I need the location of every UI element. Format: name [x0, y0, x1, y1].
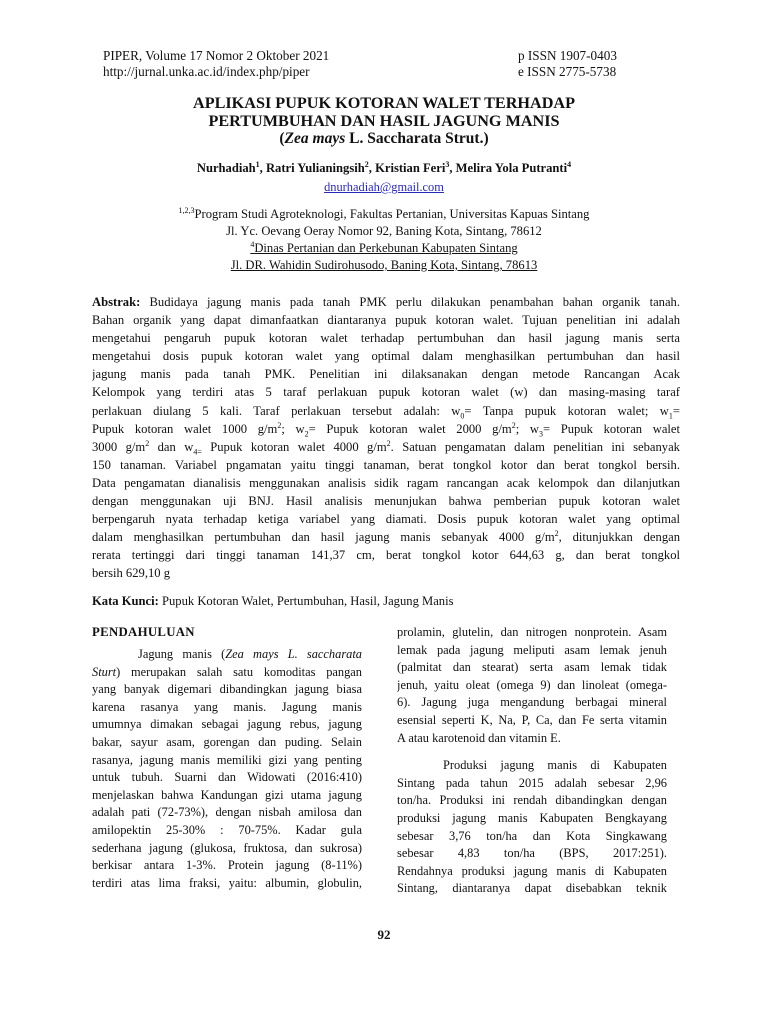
abstract-text: dalam menghasilkan pertumbuhan dan hasil jagung manis sebanyak 4000 g/m: [92, 530, 555, 545]
affiliation-1-text: Program Studi Agroteknologi, Fakultas Pertanian, Universitas Kapuas Sintang: [194, 207, 590, 221]
abstract-text: , ditunjukkan dengan: [558, 530, 680, 545]
affiliation-2-marker: 4: [250, 239, 255, 249]
abstract-text: = Pupuk kotoran walet: [543, 421, 680, 436]
affiliation-1: [60, 206, 708, 223]
author-1: Nurhadiah: [196, 161, 256, 175]
title-line-2: PERTUMBUHAN DAN HASIL JAGUNG MANIS: [208, 112, 560, 130]
species-italic: Zea mays L. saccharata: [225, 647, 362, 661]
abstract-line: mengetahui pengaruh pupuk kotoran walet terhadap pertumbuhan dan hasil jagung manis serta: [92, 331, 680, 346]
subscript: 3: [539, 429, 543, 438]
journal-citation: PIPER, Volume 17 Nomor 2 Oktober 2021: [103, 48, 330, 63]
author-2-affil: 2: [364, 159, 369, 169]
abstract-text: perlakuan diulang 5 kali. Taraf perlakuan tersebut adalah: w: [92, 403, 461, 418]
body-line: ton/ha. Produksi ini rendah dibandingkan dengan: [397, 793, 667, 808]
keywords-label: Kata Kunci:: [92, 594, 159, 608]
abstract-text: = Pupuk kotoran walet 2000 g/m: [308, 421, 512, 436]
superscript: 2: [511, 420, 516, 430]
section-heading: PENDAHULUAN: [92, 625, 195, 639]
corresponding-email: [60, 180, 708, 195]
abstract-line: Data pengamatan dianalisis menggunakan analisis sidik ragam rancangan acak kelompok dan dilanjutkan: [92, 475, 680, 490]
abstract: [92, 293, 680, 583]
subscript: 0: [460, 411, 465, 420]
body-line: prolamin, glutelin, dan nitrogen nonprotein. Asam: [397, 625, 667, 639]
keywords: [92, 594, 454, 609]
abstract-line: rerata tertinggi dari tinggi tanaman 141,37 cm, berat tongkol kotor 644,63 g, dan berat tongkol: [92, 548, 680, 563]
affiliations: [60, 206, 708, 274]
affiliation-1-address: Jl. Yc. Oevang Oeray Nomor 92, Baning Kota, Sintang, 78612: [226, 224, 542, 238]
abstract-line: 150 tanaman. Variabel pngamatan yaitu tinggi tanaman, berat tongkol kotor dan berat tongkol bersih.: [92, 457, 680, 472]
abstract-line: mengetahui dosis pupuk kotoran walet yang optimal dalam menghasilkan pertumbuhan dan hasil: [92, 349, 680, 364]
author-3-affil: 3: [445, 159, 450, 169]
title-line-3: [60, 130, 708, 148]
page-number: 92: [377, 927, 391, 942]
body-line: sebesar 4,83 ton/ha (BPS, 2017:251).: [397, 846, 667, 861]
journal-url[interactable]: http://jurnal.unka.ac.id/index.php/piper: [103, 64, 310, 79]
abstract-text: =: [672, 403, 680, 418]
abstract-text: ; w: [281, 421, 305, 436]
affiliation-2-address: Jl. DR. Wahidin Sudirohusodo, Baning Kota, Sintang, 78613: [230, 258, 538, 272]
abstract-line: berpengaruh nyata terhadap ketiga variabel yang diamati. Dosis pupuk kotoran walet yang optimal: [92, 512, 680, 527]
title-line-1: APLIKASI PUPUK KOTORAN WALET TERHADAP: [193, 94, 575, 112]
body-line: sederhana jagung (glukosa, fruktosa, dan sukrosa): [92, 840, 362, 855]
body-line: karena rasanya yang manis. Jagung manis: [92, 699, 362, 714]
body-line: lemak pada jagung meliputi asam lemak jenuh: [397, 642, 667, 657]
body-line: umumnya dimakan sebagai jagung rebus, jagung: [92, 717, 362, 732]
running-header-left: [103, 48, 329, 80]
body-line: adalah pati (72-73%), dengan nisbah amilosa dan: [92, 805, 362, 820]
abstract-line: [92, 420, 680, 438]
abstract-line: Bahan organik yang dapat dimanfaatkan diantaranya pupuk kotoran walet. Tujuan penelitian ini adalah: [92, 313, 680, 328]
abstract-line: bersih 629,10 g: [92, 566, 171, 581]
paper-title: [60, 94, 708, 148]
superscript: 2: [277, 420, 282, 430]
superscript: 2: [554, 529, 559, 539]
body-line: [92, 664, 362, 682]
abstract-line: Kelompok yang terdiri atas 5 taraf perlakuan pupuk kotoran walet (w) dan masing-masing taraf: [92, 385, 680, 400]
abstract-text: = Tanpa pupuk kotoran walet; w: [464, 403, 669, 418]
title-paren: (: [279, 130, 285, 147]
body-line: amilopektin 25-30% : 70-75%. Kadar gula: [92, 822, 362, 837]
body-line: Sintang pada tahun 2015 adalah sebesar 2,96: [397, 775, 667, 790]
body-line: esensial seperti K, Na, P, Ca, dan Fe serta vitamin: [397, 712, 667, 727]
affiliation-2-text: Dinas Pertanian dan Perkebunan Kabupaten Sintang: [254, 241, 518, 255]
author-3: , Kristian Feri: [368, 161, 446, 175]
author-2: , Ratri Yulianingsih: [259, 161, 365, 175]
body-line: Sintang, diantaranya dapat disebabkan teknik: [397, 881, 667, 896]
abstract-line: [92, 438, 680, 456]
abstract-line: [92, 293, 680, 311]
subscript: 2: [304, 429, 309, 438]
abstract-text: 3000 g/m: [92, 439, 146, 454]
body-line: A atau karotenoid dan vitamin E.: [397, 730, 561, 745]
species-name: Zea mays: [284, 130, 346, 147]
body-line: menjelaskan bahwa Kandungan gizi utama jagung: [92, 787, 362, 802]
author-4-affil: 4: [567, 159, 572, 169]
email-link[interactable]: dnurhadiah@gmail.com: [324, 180, 444, 194]
body-line: (palmitat dan stearat) serta asam lemak tidak: [397, 660, 667, 675]
abstract-text: Pupuk kotoran walet 1000 g/m: [92, 421, 278, 436]
body-line: produksi jagung manis Kabupaten Bengkayang: [397, 810, 667, 825]
electronic-issn: e ISSN 2775-5738: [518, 64, 617, 79]
subscript: 4=: [193, 447, 202, 456]
paragraph-gap: [397, 747, 667, 757]
right-column: [397, 624, 667, 898]
abstract-text: Pupuk kotoran walet 4000 g/m: [201, 439, 387, 454]
superscript: 2: [386, 438, 391, 448]
body-line: untuk tubuh. Suarni dan Widowati (2016:410): [92, 770, 362, 785]
abstract-text: Budidaya jagung manis pada tanah PMK perlu dilakukan penambahan bahan organik tanah.: [140, 295, 680, 309]
author-1-affil: 1: [255, 159, 260, 169]
subscript: 1: [668, 411, 673, 420]
body-line: jenuh, yaitu oleat (omega 9) dan linoleat (omega-: [397, 677, 667, 692]
body-line: yang banyak digemari dibandingkan jagung biasa: [92, 682, 362, 697]
abstract-line: dengan menggunakan uji BNJ. Hasil analisis menunjukan bahwa pemberian pupuk kotoran walet: [92, 494, 680, 509]
body-line: Produksi jagung manis di Kabupaten: [443, 758, 667, 773]
body-line: terdiri atas lima fraksi, yaitu: albumin, globulin,: [92, 875, 362, 890]
abstract-line: [92, 528, 680, 546]
abstract-label: Abstrak:: [92, 295, 141, 309]
abstract-text: . Satuan pengamatan dalam penelitian ini sebanyak: [390, 439, 680, 454]
abstract-line: jagung manis pada tanah PMK. Penelitian ini dilaksanakan dengan metode Rancangan Acak: [92, 367, 680, 382]
affiliation-1-marker: 1,2,3: [178, 205, 195, 215]
body-line: 6). Jagung juga mengandung berbagai mineral: [397, 695, 667, 710]
author-4: , Melira Yola Putranti: [449, 161, 568, 175]
body-line: [92, 646, 362, 664]
species-rest: L. Saccharata Strut.): [345, 130, 489, 147]
running-header-right: [518, 48, 617, 80]
body-line: rasanya, jagung manis memiliki gizi yang penting: [92, 752, 362, 767]
body-line: berkisar antara 1-3%. Protein jagung (8-11%): [92, 858, 362, 873]
abstract-text: ; w: [515, 421, 539, 436]
body-text: Jagung manis (: [138, 647, 226, 661]
body-line: bakar, sayur asam, gorengan dan puding. Selain: [92, 734, 362, 749]
body-text: ) merupakan salah satu komoditas pangan: [116, 664, 362, 679]
affiliation-2: [60, 240, 708, 257]
species-italic: Sturt: [92, 664, 117, 679]
body-line: sebesar 3,76 ton/ha dan Kota Singkawang: [397, 828, 667, 843]
print-issn: p ISSN 1907-0403: [518, 48, 617, 63]
left-column: [92, 624, 362, 892]
abstract-text: dan w: [149, 439, 194, 454]
keywords-text: Pupuk Kotoran Walet, Pertumbuhan, Hasil, Jagung Manis: [158, 594, 454, 608]
abstract-line: [92, 402, 680, 420]
author-list: [60, 161, 708, 176]
body-line: Rendahnya produksi jagung manis di Kabupaten: [397, 863, 667, 878]
superscript: 2: [145, 438, 150, 448]
